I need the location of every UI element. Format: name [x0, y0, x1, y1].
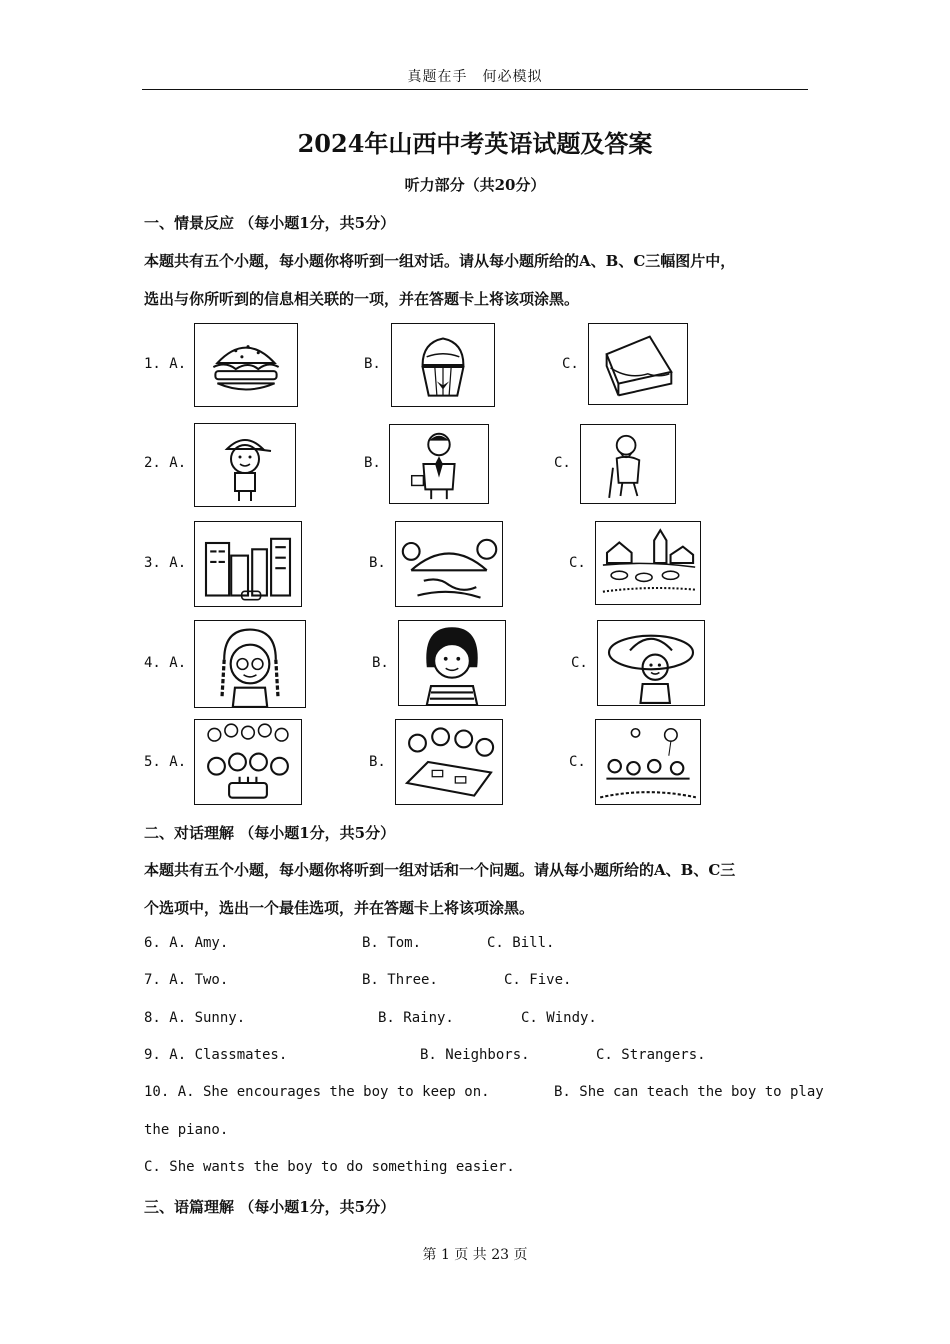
q9-option-b: B. Neighbors. [420, 1047, 530, 1063]
q7-option-a: 7. A. Two. [144, 972, 229, 988]
q6-option-c: C. Bill. [487, 935, 555, 951]
section2-heading: 二、对话理解 （每小题1分，共5分） [144, 824, 396, 842]
girl-short-hair-icon [398, 620, 506, 706]
q1-option-c-label: C. [562, 356, 579, 372]
q5-option-c-label: C. [569, 754, 586, 770]
page-footer: 第 1 页 共 23 页 [422, 1247, 528, 1263]
q2-option-b-label: B. [364, 455, 381, 471]
q5-option-b-label: B. [369, 754, 386, 770]
page-subtitle: 听力部分（共20分） [404, 176, 546, 194]
q1-option-a-label: 1. A. [144, 356, 187, 372]
q6-option-b: B. Tom. [362, 935, 422, 951]
q10-option-b-continued: the piano. [144, 1122, 229, 1138]
section2-instruction-1: 本题共有五个小题，每小题你将听到一组对话和一个问题。请从每小题所给的A、B、C三 [144, 861, 736, 879]
q8-option-b: B. Rainy. [378, 1010, 454, 1026]
section1-heading: 一、情景反应 （每小题1分，共5分） [144, 214, 396, 232]
q7-option-c: C. Five. [504, 972, 572, 988]
meeting-table-icon [395, 719, 503, 805]
section3-heading: 三、语篇理解 （每小题1分，共5分） [144, 1198, 396, 1216]
q10-option-c: C. She wants the boy to do something easier. [144, 1159, 515, 1175]
cupcake-icon [391, 323, 495, 407]
q10-option-a: 10. A. She encourages the boy to keep on. [144, 1084, 490, 1100]
village-farm-icon [595, 521, 701, 605]
hamburger-icon [194, 323, 298, 407]
page-header: 真题在手 何必模拟 [407, 69, 543, 85]
old-man-icon [580, 424, 676, 504]
sandwich-icon [588, 323, 688, 405]
q6-option-a: 6. A. Amy. [144, 935, 229, 951]
q9-option-a: 9. A. Classmates. [144, 1047, 288, 1063]
birthday-party-icon [194, 719, 302, 805]
girl-sunhat-icon [597, 620, 705, 706]
q7-option-b: B. Three. [362, 972, 438, 988]
q4-option-b-label: B. [372, 655, 389, 671]
page-title: 2024年山西中考英语试题及答案 [297, 129, 653, 158]
girl-glasses-icon [194, 620, 306, 708]
q8-option-c: C. Windy. [521, 1010, 597, 1026]
businessman-icon [389, 424, 489, 504]
q1-option-b-label: B. [364, 356, 381, 372]
bridge-river-icon [395, 521, 503, 607]
q2-option-c-label: C. [554, 455, 571, 471]
header-divider [142, 89, 808, 90]
section1-instruction-1: 本题共有五个小题，每小题你将听到一组对话。请从每小题所给的A、B、C三幅图片中， [144, 252, 736, 270]
section1-instruction-2: 选出与你所听到的信息相关联的一项，并在答题卡上将该项涂黑。 [144, 290, 580, 308]
kids-playing-icon [595, 719, 701, 805]
q5-option-a-label: 5. A. [144, 754, 187, 770]
boy-cap-icon [194, 423, 296, 507]
q8-option-a: 8. A. Sunny. [144, 1010, 246, 1026]
q2-option-a-label: 2. A. [144, 455, 187, 471]
q4-option-a-label: 4. A. [144, 655, 187, 671]
q9-option-c: C. Strangers. [596, 1047, 706, 1063]
q3-option-c-label: C. [569, 555, 586, 571]
q4-option-c-label: C. [571, 655, 588, 671]
section2-instruction-2: 个选项中，选出一个最佳选项，并在答题卡上将该项涂黑。 [144, 899, 535, 917]
q3-option-b-label: B. [369, 555, 386, 571]
city-buildings-icon [194, 521, 302, 607]
q3-option-a-label: 3. A. [144, 555, 187, 571]
q10-option-b: B. She can teach the boy to play [554, 1084, 824, 1100]
